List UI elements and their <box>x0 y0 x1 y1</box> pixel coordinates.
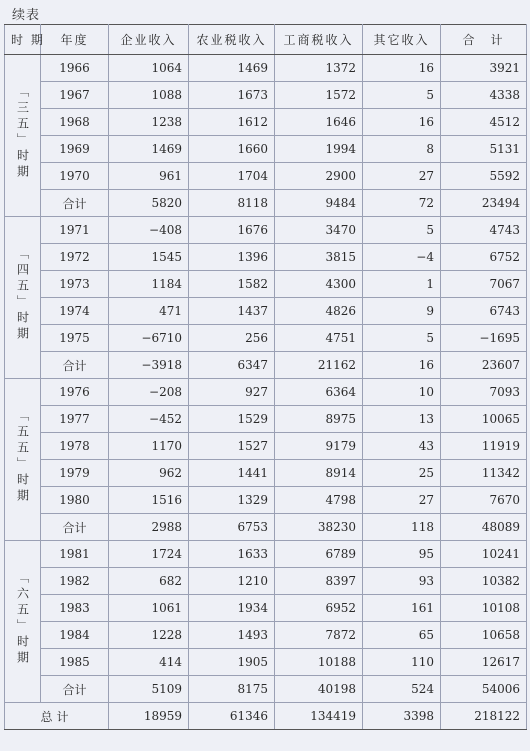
commerce-tax-cell: 1372 <box>275 55 363 82</box>
subtotal-row <box>5 190 527 217</box>
table-row <box>5 163 527 190</box>
agri-tax-cell: 1441 <box>189 460 275 487</box>
commerce-tax-cell: 40198 <box>275 676 363 703</box>
grand-total-label: 总计 <box>5 703 109 730</box>
commerce-tax-cell: 4300 <box>275 271 363 298</box>
other-income-cell: 524 <box>363 676 441 703</box>
grand-enterprise-cell: 18959 <box>109 703 189 730</box>
header-period: 时 期 <box>5 25 41 55</box>
grand-total-row <box>5 703 527 730</box>
period-label <box>5 541 41 703</box>
commerce-tax-cell: 21162 <box>275 352 363 379</box>
commerce-tax-cell: 3815 <box>275 244 363 271</box>
table-row <box>5 325 527 352</box>
period-label-text: 「六五」时期 <box>15 570 30 667</box>
other-income-cell: 5 <box>363 217 441 244</box>
total-cell: 7093 <box>441 379 527 406</box>
header-enterprise-income: 企业收入 <box>109 25 189 55</box>
enterprise-cell: 5109 <box>109 676 189 703</box>
agri-tax-cell: 256 <box>189 325 275 352</box>
subtotal-row <box>5 676 527 703</box>
commerce-tax-cell: 3470 <box>275 217 363 244</box>
year-cell: 1978 <box>41 433 109 460</box>
commerce-tax-cell: 1994 <box>275 136 363 163</box>
total-cell: 7067 <box>441 271 527 298</box>
table-header-row <box>5 25 527 55</box>
agri-tax-cell: 1633 <box>189 541 275 568</box>
enterprise-cell: 1228 <box>109 622 189 649</box>
grand-other-income-cell: 3398 <box>363 703 441 730</box>
period-label <box>5 379 41 541</box>
commerce-tax-cell: 1646 <box>275 109 363 136</box>
other-income-cell: 8 <box>363 136 441 163</box>
commerce-tax-cell: 8975 <box>275 406 363 433</box>
other-income-cell: 10 <box>363 379 441 406</box>
table-row <box>5 136 527 163</box>
enterprise-cell: −6710 <box>109 325 189 352</box>
period-label <box>5 55 41 217</box>
agri-tax-cell: 927 <box>189 379 275 406</box>
enterprise-cell: 1184 <box>109 271 189 298</box>
year-cell: 1975 <box>41 325 109 352</box>
total-cell: 23607 <box>441 352 527 379</box>
year-cell: 1983 <box>41 595 109 622</box>
subtotal-label: 合计 <box>41 676 109 703</box>
period-label-text: 「五五」时期 <box>15 408 30 505</box>
agri-tax-cell: 8118 <box>189 190 275 217</box>
year-cell: 1970 <box>41 163 109 190</box>
table-row <box>5 298 527 325</box>
total-cell: 48089 <box>441 514 527 541</box>
other-income-cell: 27 <box>363 487 441 514</box>
enterprise-cell: −208 <box>109 379 189 406</box>
other-income-cell: 118 <box>363 514 441 541</box>
table-row <box>5 649 527 676</box>
period-label-text: 「三五」时期 <box>15 84 30 181</box>
total-cell: 5592 <box>441 163 527 190</box>
commerce-tax-cell: 2900 <box>275 163 363 190</box>
enterprise-cell: 962 <box>109 460 189 487</box>
table-row <box>5 433 527 460</box>
commerce-tax-cell: 9179 <box>275 433 363 460</box>
enterprise-cell: 1064 <box>109 55 189 82</box>
table-caption: 续表 <box>12 8 41 23</box>
other-income-cell: −4 <box>363 244 441 271</box>
agri-tax-cell: 1934 <box>189 595 275 622</box>
agri-tax-cell: 1527 <box>189 433 275 460</box>
header-commerce-tax: 工商税收入 <box>275 25 363 55</box>
agri-tax-cell: 1529 <box>189 406 275 433</box>
year-cell: 1976 <box>41 379 109 406</box>
year-cell: 1985 <box>41 649 109 676</box>
table-row <box>5 82 527 109</box>
commerce-tax-cell: 7872 <box>275 622 363 649</box>
table-row <box>5 460 527 487</box>
commerce-tax-cell: 8914 <box>275 460 363 487</box>
enterprise-cell: 1061 <box>109 595 189 622</box>
enterprise-cell: 961 <box>109 163 189 190</box>
total-cell: 6752 <box>441 244 527 271</box>
year-cell: 1982 <box>41 568 109 595</box>
header-agri-tax: 农业税收入 <box>189 25 275 55</box>
table-body <box>5 55 527 730</box>
year-cell: 1981 <box>41 541 109 568</box>
commerce-tax-cell: 8397 <box>275 568 363 595</box>
enterprise-cell: 1724 <box>109 541 189 568</box>
year-cell: 1984 <box>41 622 109 649</box>
table-row <box>5 217 527 244</box>
year-cell: 1969 <box>41 136 109 163</box>
other-income-cell: 16 <box>363 109 441 136</box>
subtotal-row <box>5 514 527 541</box>
total-cell: 4338 <box>441 82 527 109</box>
other-income-cell: 5 <box>363 325 441 352</box>
agri-tax-cell: 6347 <box>189 352 275 379</box>
enterprise-cell: 1238 <box>109 109 189 136</box>
table-row <box>5 244 527 271</box>
total-cell: 10382 <box>441 568 527 595</box>
commerce-tax-cell: 10188 <box>275 649 363 676</box>
agri-tax-cell: 1905 <box>189 649 275 676</box>
commerce-tax-cell: 9484 <box>275 190 363 217</box>
year-cell: 1974 <box>41 298 109 325</box>
total-cell: 54006 <box>441 676 527 703</box>
table-row <box>5 55 527 82</box>
agri-tax-cell: 1676 <box>189 217 275 244</box>
other-income-cell: 43 <box>363 433 441 460</box>
enterprise-cell: 682 <box>109 568 189 595</box>
commerce-tax-cell: 6789 <box>275 541 363 568</box>
total-cell: −1695 <box>441 325 527 352</box>
other-income-cell: 1 <box>363 271 441 298</box>
subtotal-label: 合计 <box>41 352 109 379</box>
subtotal-label: 合计 <box>41 514 109 541</box>
total-cell: 11342 <box>441 460 527 487</box>
total-cell: 10658 <box>441 622 527 649</box>
other-income-cell: 161 <box>363 595 441 622</box>
total-cell: 3921 <box>441 55 527 82</box>
enterprise-cell: 5820 <box>109 190 189 217</box>
other-income-cell: 5 <box>363 82 441 109</box>
total-cell: 6743 <box>441 298 527 325</box>
agri-tax-cell: 1493 <box>189 622 275 649</box>
enterprise-cell: 1469 <box>109 136 189 163</box>
other-income-cell: 65 <box>363 622 441 649</box>
commerce-tax-cell: 1572 <box>275 82 363 109</box>
table-row <box>5 271 527 298</box>
total-cell: 4512 <box>441 109 527 136</box>
total-cell: 10241 <box>441 541 527 568</box>
year-cell: 1979 <box>41 460 109 487</box>
total-cell: 12617 <box>441 649 527 676</box>
total-cell: 4743 <box>441 217 527 244</box>
table-row <box>5 622 527 649</box>
commerce-tax-cell: 38230 <box>275 514 363 541</box>
agri-tax-cell: 1210 <box>189 568 275 595</box>
year-cell: 1972 <box>41 244 109 271</box>
header-total: 合 计 <box>441 25 527 55</box>
total-cell: 11919 <box>441 433 527 460</box>
agri-tax-cell: 1437 <box>189 298 275 325</box>
commerce-tax-cell: 4826 <box>275 298 363 325</box>
grand-agri-tax-cell: 61346 <box>189 703 275 730</box>
total-cell: 10108 <box>441 595 527 622</box>
table-row <box>5 487 527 514</box>
year-cell: 1971 <box>41 217 109 244</box>
agri-tax-cell: 1469 <box>189 55 275 82</box>
year-cell: 1973 <box>41 271 109 298</box>
commerce-tax-cell: 4798 <box>275 487 363 514</box>
grand-commerce-tax-cell: 134419 <box>275 703 363 730</box>
other-income-cell: 9 <box>363 298 441 325</box>
agri-tax-cell: 1660 <box>189 136 275 163</box>
agri-tax-cell: 1704 <box>189 163 275 190</box>
enterprise-cell: 471 <box>109 298 189 325</box>
table-row <box>5 541 527 568</box>
table-row <box>5 595 527 622</box>
subtotal-label: 合计 <box>41 190 109 217</box>
total-cell: 10065 <box>441 406 527 433</box>
header-other-income: 其它收入 <box>363 25 441 55</box>
agri-tax-cell: 1673 <box>189 82 275 109</box>
other-income-cell: 25 <box>363 460 441 487</box>
enterprise-cell: 414 <box>109 649 189 676</box>
table-row <box>5 568 527 595</box>
table-row <box>5 109 527 136</box>
commerce-tax-cell: 6952 <box>275 595 363 622</box>
other-income-cell: 72 <box>363 190 441 217</box>
agri-tax-cell: 6753 <box>189 514 275 541</box>
other-income-cell: 27 <box>363 163 441 190</box>
agri-tax-cell: 1582 <box>189 271 275 298</box>
header-year: 年度 <box>41 25 109 55</box>
table-row <box>5 379 527 406</box>
other-income-cell: 95 <box>363 541 441 568</box>
enterprise-cell: 2988 <box>109 514 189 541</box>
agri-tax-cell: 1396 <box>189 244 275 271</box>
commerce-tax-cell: 4751 <box>275 325 363 352</box>
year-cell: 1966 <box>41 55 109 82</box>
commerce-tax-cell: 6364 <box>275 379 363 406</box>
period-label <box>5 217 41 379</box>
enterprise-cell: −408 <box>109 217 189 244</box>
table-row <box>5 406 527 433</box>
other-income-cell: 93 <box>363 568 441 595</box>
period-label-text: 「四五」时期 <box>15 246 30 343</box>
enterprise-cell: −452 <box>109 406 189 433</box>
grand-total-cell: 218122 <box>441 703 527 730</box>
other-income-cell: 13 <box>363 406 441 433</box>
agri-tax-cell: 8175 <box>189 676 275 703</box>
other-income-cell: 16 <box>363 352 441 379</box>
enterprise-cell: 1170 <box>109 433 189 460</box>
total-cell: 7670 <box>441 487 527 514</box>
year-cell: 1977 <box>41 406 109 433</box>
other-income-cell: 110 <box>363 649 441 676</box>
enterprise-cell: 1088 <box>109 82 189 109</box>
agri-tax-cell: 1612 <box>189 109 275 136</box>
revenue-table <box>4 24 527 730</box>
agri-tax-cell: 1329 <box>189 487 275 514</box>
total-cell: 23494 <box>441 190 527 217</box>
other-income-cell: 16 <box>363 55 441 82</box>
enterprise-cell: 1545 <box>109 244 189 271</box>
enterprise-cell: −3918 <box>109 352 189 379</box>
year-cell: 1968 <box>41 109 109 136</box>
subtotal-row <box>5 352 527 379</box>
year-cell: 1967 <box>41 82 109 109</box>
year-cell: 1980 <box>41 487 109 514</box>
total-cell: 5131 <box>441 136 527 163</box>
enterprise-cell: 1516 <box>109 487 189 514</box>
